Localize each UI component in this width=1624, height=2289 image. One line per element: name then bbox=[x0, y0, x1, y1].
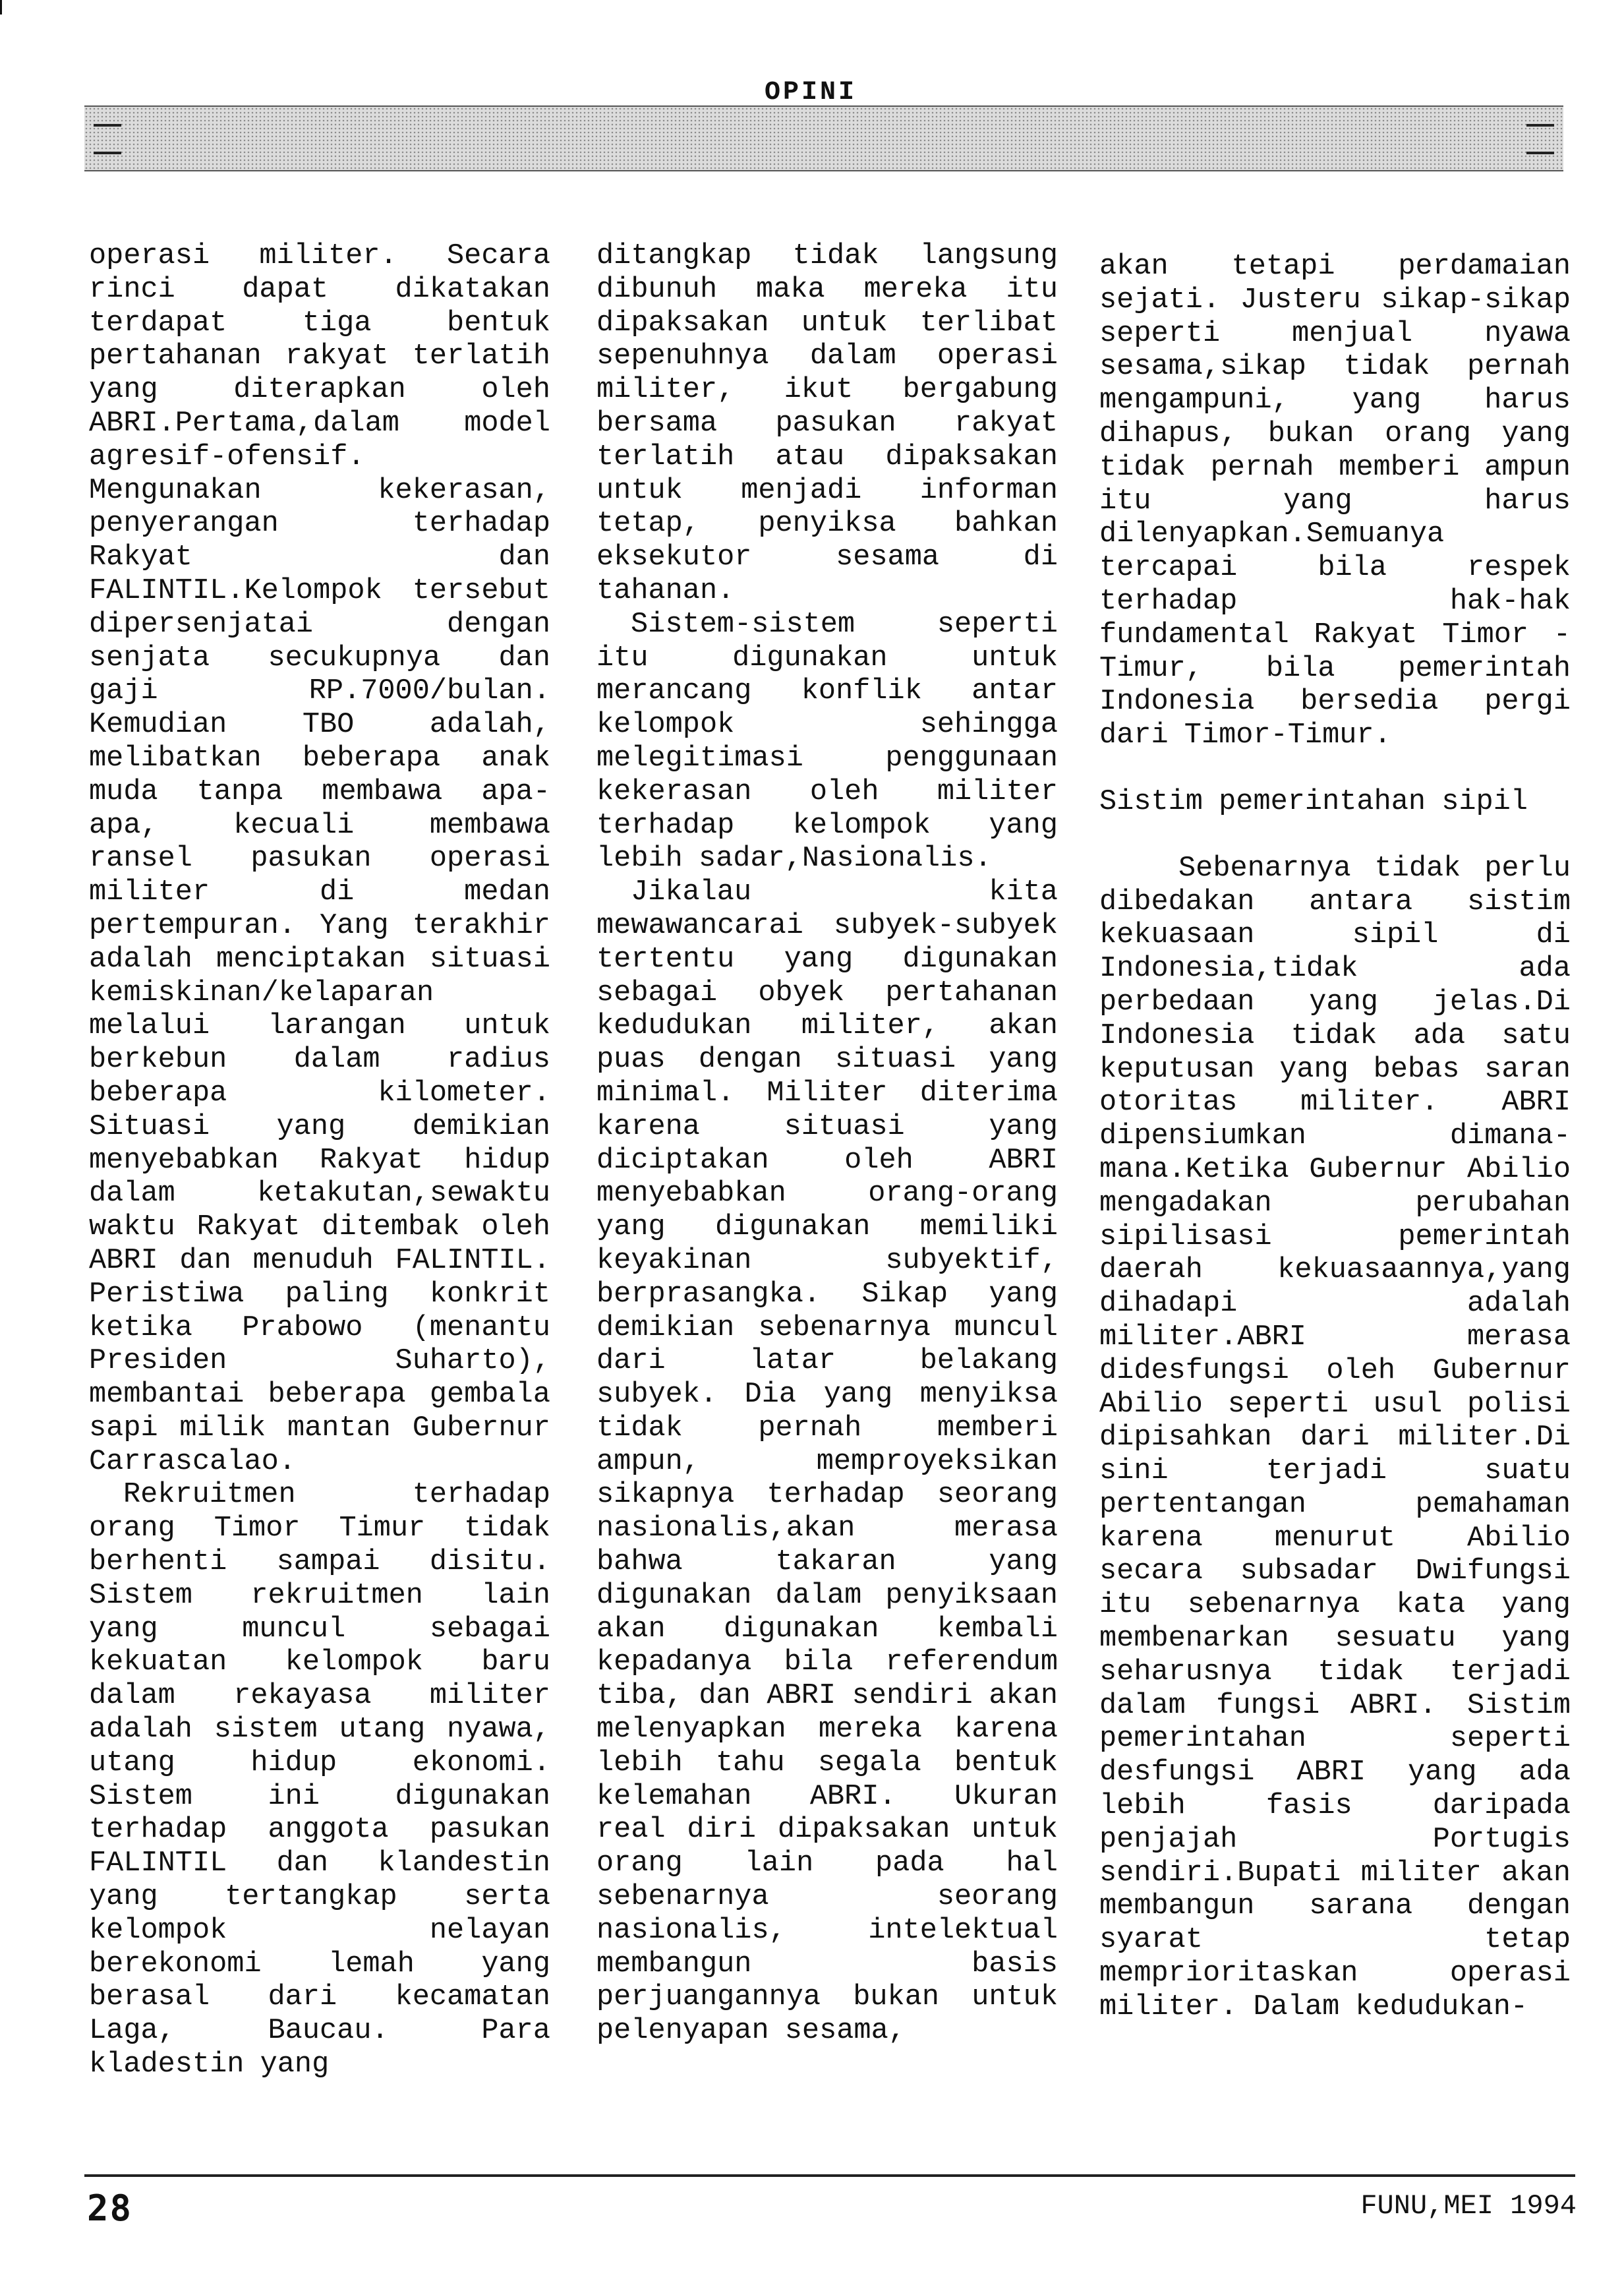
band-tick-right-bottom bbox=[1526, 152, 1554, 154]
column-2-paragraph: Jikalau kita mewawancarai subyek-subyek tertentu yang digunakan sebagai obyek pertahanan kedudukan militer, akan puas dengan situasi yang minimal. Militer diterima karena situasi yang diciptakan oleh ABRI menyebabkan orang-orang yang digunakan memiliki keyakinan subyektif, berprasangka. Sikap yang demikian sebenarnya muncul dari latar belakang subyek. Dia yang menyiksa tidak pernah memberi ampun, memproyeksikan sikapnya terhadap seorang nasionalis,akan merasa bahwa takaran yang digunakan dalam penyiksaan akan digunakan kembali kepadanya bila referendum tiba, dan ABRI sendiri akan melenyapkan mereka karena lebih tahu segala bentuk kelemahan ABRI. Ukuran real diri dipaksakan untuk orang lain pada hal sebenarnya seorang nasionalis, intelektual membangun basis perjuangannya bukan untuk pelenyapan sesama, bbox=[596, 876, 1058, 2048]
section-title: OPINI bbox=[764, 78, 857, 107]
text-column-1 bbox=[89, 240, 550, 2082]
publication-issue: FUNU,MEI 1994 bbox=[1360, 2190, 1577, 2222]
column-1-paragraph: operasi militer. Secara rinci dapat dikatakan terdapat tiga bentuk pertahanan rakyat terlatih yang diterapkan oleh ABRI.Pertama,dalam model agresif-ofensif. Mengunakan kekerasan, penyerangan terhadap Rakyat dan FALINTIL.Kelompok tersebut dipersenjatai dengan senjata secukupnya dan gaji RP.7000/bulan. Kemudian TBO adalah, melibatkan beberapa anak muda tanpa membawa apa-apa, kecuali membawa ransel pasukan operasi militer di medan pertempuran. Yang terakhir adalah menciptakan situasi kemiskinan/kelaparan melalui larangan untuk berkebun dalam radius beberapa kilometer. Situasi yang demikian menyebabkan Rakyat hidup dalam ketakutan,sewaktu waktu Rakyat ditembak oleh ABRI dan menuduh FALINTIL. Peristiwa paling konkrit ketika Prabowo (menantu Presiden Suharto), membantai beberapa gembala sapi milik mantan Gubernur Carrascalao. bbox=[89, 240, 550, 1478]
column-1-paragraph: Rekruitmen terhadap orang Timor Timur tidak berhenti sampai disitu. Sistem rekruitmen lain yang muncul sebagai kekuatan kelompok baru dalam rekayasa militer adalah sistem utang nyawa, utang hidup ekonomi. Sistem ini digunakan terhadap anggota pasukan FALINTIL dan klandestin yang tertangkap serta kelompok nelayan berekonomi lemah yang berasal dari kecamatan Laga, Baucau. Para kladestin yang bbox=[89, 1479, 550, 2081]
text-column-3 bbox=[1099, 251, 1571, 2025]
band-tick-left-bottom bbox=[94, 152, 121, 154]
band-tick-left-top bbox=[94, 124, 121, 127]
footer-rule bbox=[84, 2174, 1575, 2177]
column-2-paragraph: Sistem-sistem seperti itu digunakan untuk merancang konflik antar kelompok sehingga melegitimasi penggunaan kekerasan oleh militer terhadap kelompok yang lebih sadar,Nasionalis. bbox=[596, 608, 1058, 876]
band-tick-right-top bbox=[1526, 124, 1554, 127]
text-column-2 bbox=[596, 240, 1058, 2048]
subheading: Sistim pemerintahan sipil bbox=[1099, 785, 1528, 818]
column-3-paragraph: akan tetapi perdamaian sejati. Justeru sikap-sikap seperti menjual nyawa sesama,sikap tidak pernah mengampuni, yang harus dihapus, bukan orang yang tidak pernah memberi ampun itu yang harus dilenyapkan.Semuanya tercapai bila respek terhadap hak-hak fundamental Rakyat Timor - Timur, bila pemerintah Indonesia bersedia pergi dari Timor-Timur. bbox=[1099, 251, 1571, 752]
page-number: 28 bbox=[87, 2187, 133, 2229]
header-band bbox=[84, 105, 1563, 171]
scan-mark bbox=[0, 0, 2, 15]
column-2-paragraph: ditangkap tidak langsung dibunuh maka mereka itu dipaksakan untuk terlibat sepenuhnya dalam operasi militer, ikut bergabung bersama pasukan rakyat terlatih atau dipaksakan untuk menjadi informan tetap, penyiksa bahkan eksekutor sesama di tahanan. bbox=[596, 240, 1058, 607]
column-3-paragraph: Sebenarnya tidak perlu dibedakan antara sistim kekuasaan sipil di Indonesia,tidak ada perbedaan yang jelas.Di Indonesia tidak ada satu keputusan yang bebas saran otoritas militer. ABRI dipensiumkan dimana-mana.Ketika Gubernur Abilio mengadakan perubahan sipilisasi pemerintah daerah kekuasaannya,yang dihadapi adalah militer.ABRI merasa didesfungsi oleh Gubernur Abilio seperti usul polisi dipisahkan dari militer.Di sini terjadi suatu pertentangan pemahaman karena menurut Abilio secara subsadar Dwifungsi itu sebenarnya kata yang membenarkan sesuatu yang seharusnya tidak terjadi dalam fungsi ABRI. Sistim pemerintahan seperti desfungsi ABRI yang ada lebih fasis daripada penjajah Portugis sendiri.Bupati militer akan membangun sarana dengan syarat tetap memprioritaskan operasi militer. Dalam kedudukan- bbox=[1099, 852, 1571, 2023]
